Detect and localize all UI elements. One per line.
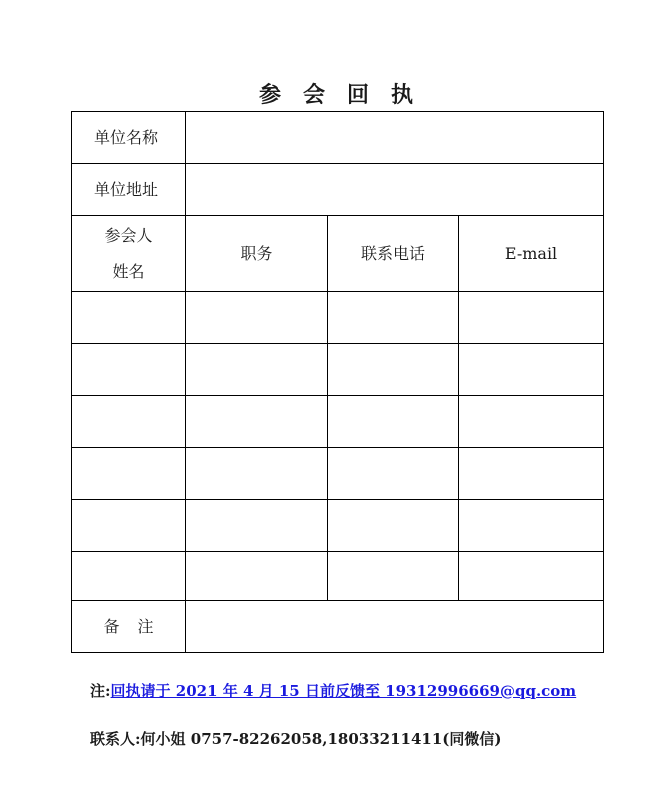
unit-name-row [72, 112, 604, 164]
unit-name-field[interactable] [186, 112, 604, 164]
remarks-field[interactable] [186, 601, 604, 653]
page-title: 参会回执 [258, 82, 435, 108]
attendee-row [72, 344, 604, 396]
email-link[interactable]: 回执请于 2021 年 4 月 15 日前反馈至 19312996669@qq.com [110, 682, 577, 700]
attendee-row [72, 500, 604, 552]
attendee-phone-cell[interactable] [328, 500, 459, 552]
attendee-row [72, 292, 604, 344]
header-row [72, 216, 604, 292]
unit-address-row [72, 164, 604, 216]
remarks-row [72, 601, 604, 653]
unit-address-field[interactable] [186, 164, 604, 216]
attendee-position-cell[interactable] [186, 396, 328, 448]
attendee-position-cell[interactable] [186, 344, 328, 396]
phone-header: 联系电话 [328, 216, 459, 292]
attendee-phone-cell[interactable] [328, 292, 459, 344]
attendee-position-cell[interactable] [186, 292, 328, 344]
attendee-position-cell[interactable] [186, 500, 328, 552]
attendee-row [72, 552, 604, 601]
attendee-email-cell[interactable] [459, 396, 604, 448]
attendee-name-header [72, 216, 186, 292]
attendee-row [72, 448, 604, 500]
attendee-name-cell[interactable] [72, 344, 186, 396]
deadline-note [90, 680, 602, 701]
attendee-header-line1: 参会人 [104, 225, 153, 245]
attendee-position-cell[interactable] [186, 552, 328, 601]
attendee-email-cell[interactable] [459, 344, 604, 396]
contact-info: 联系人:何小姐 0757-82262058,18033211411(同微信) [90, 730, 502, 748]
attendee-name-cell[interactable] [72, 396, 186, 448]
email-header: E-mail [459, 216, 604, 292]
attendee-name-cell[interactable] [72, 292, 186, 344]
attendee-header-line2: 姓名 [112, 261, 145, 281]
attendee-name-cell[interactable] [72, 552, 186, 601]
attendee-name-cell[interactable] [72, 500, 186, 552]
remarks-label: 备注 [72, 601, 186, 653]
attendee-email-cell[interactable] [459, 552, 604, 601]
registration-form-table [71, 111, 604, 653]
attendee-phone-cell[interactable] [328, 344, 459, 396]
attendee-phone-cell[interactable] [328, 448, 459, 500]
unit-name-label: 单位名称 [72, 112, 186, 164]
position-header: 职务 [186, 216, 328, 292]
attendee-position-cell[interactable] [186, 448, 328, 500]
attendee-phone-cell[interactable] [328, 552, 459, 601]
attendee-phone-cell[interactable] [328, 396, 459, 448]
attendee-email-cell[interactable] [459, 500, 604, 552]
attendee-email-cell[interactable] [459, 448, 604, 500]
attendee-name-cell[interactable] [72, 448, 186, 500]
attendee-email-cell[interactable] [459, 292, 604, 344]
unit-address-label: 单位地址 [72, 164, 186, 216]
attendee-row [72, 396, 604, 448]
note-prefix: 注: [90, 682, 111, 700]
